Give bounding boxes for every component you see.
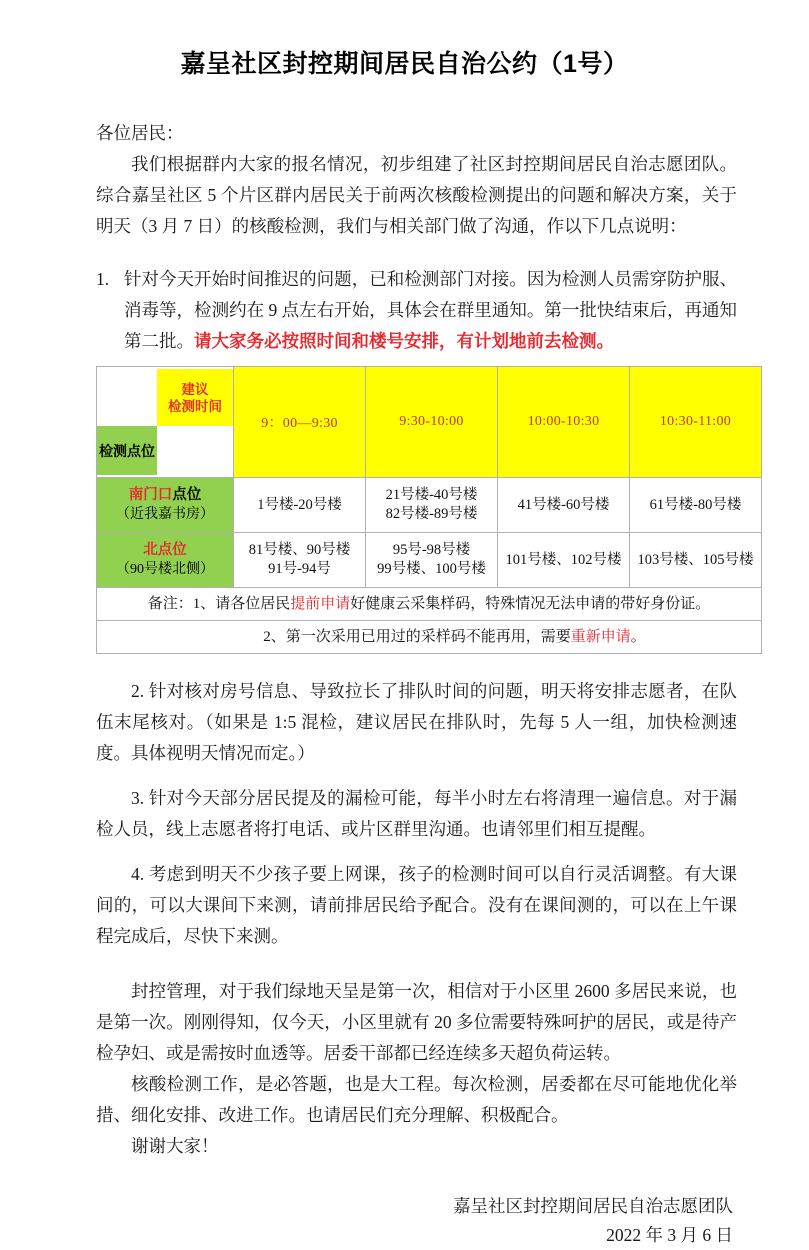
schedule-cell xyxy=(366,533,498,588)
schedule-cell xyxy=(630,478,762,533)
schedule-cell xyxy=(498,533,630,588)
building-range: 91号-94号 xyxy=(268,561,331,577)
building-range: 99号楼、100号楼 xyxy=(377,561,486,577)
schedule-cell xyxy=(234,478,366,533)
location-cell-north xyxy=(97,533,234,588)
building-range: 21号楼-40号楼 xyxy=(385,487,478,503)
note-2-emphasis: 重新申请 xyxy=(570,629,631,645)
note-cell-2 xyxy=(97,621,762,654)
paragraph-2: 2. 针对核对房号信息、导致拉长了排队时间的问题，明天将安排志愿者，在队伍末尾核对。（如果是 1:5 混检，建议居民在排队时，先每 5 人一组，加快检测速度。具体视明天情况而定。） xyxy=(96,681,737,763)
item-1-text xyxy=(124,264,737,357)
signature-block xyxy=(96,1192,737,1250)
time-slot-header-4: 10:30-11:00 xyxy=(630,367,762,478)
location-sub-label: （90号楼北侧） xyxy=(116,562,214,577)
schedule-cell xyxy=(630,533,762,588)
building-range: 81号楼、90号楼 xyxy=(248,542,351,558)
intro-paragraph: 我们根据群内大家的报名情况，初步组建了社区封控期间居民自治志愿团队。综合嘉呈社区 5 个片区群内居民关于前两次核酸检测提出的问题和解决方案，关于明天（3 月 7 日）的核酸检测，我们与相关部门做了沟通，作以下几点说明： xyxy=(96,154,737,236)
note-2-prefix: 2、第一次采用已用过的采样码不能再用，需要 xyxy=(263,629,571,645)
time-slot-header-2: 9:30-10:00 xyxy=(366,367,498,478)
note-1-emphasis: 提前申请 xyxy=(290,596,351,612)
time-header-line-2: 检测时间 xyxy=(168,398,222,414)
numbered-item-1 xyxy=(96,264,737,357)
paragraph-3: 3. 针对今天部分居民提及的漏检可能，每半小时左右将清理一遍信息。对于漏检人员，线上志愿者将打电话、或片区群里沟通。也请邻里们相互提醒。 xyxy=(96,788,737,839)
document-body xyxy=(0,118,809,1250)
schedule-cell xyxy=(234,533,366,588)
closing-thanks: 谢谢大家！ xyxy=(131,1136,219,1156)
table-corner-cell xyxy=(97,367,234,478)
schedule-cell xyxy=(366,478,498,533)
schedule-table-wrapper xyxy=(96,366,754,654)
salutation: 各位居民： xyxy=(96,123,184,143)
table-header-row xyxy=(97,367,762,478)
time-slot-header-3: 10:00-10:30 xyxy=(498,367,630,478)
page-title: 嘉呈社区封控期间居民自治公约（1号） xyxy=(180,50,629,78)
time-header-line-1: 建议 xyxy=(181,381,209,397)
signature-date: 2022 年 3 月 6 日 xyxy=(606,1225,733,1245)
item-1-emphasis-text: 请大家务必按照时间和楼号安排，有计划地前去检测。 xyxy=(194,331,614,351)
time-slot-header-1: 9：00—9:30 xyxy=(234,367,366,478)
table-row xyxy=(97,478,762,533)
time-column-header xyxy=(157,369,233,426)
corner-blank-bottom-right xyxy=(157,426,233,475)
building-range: 61号楼-80号楼 xyxy=(649,496,742,513)
corner-blank-top-left xyxy=(97,369,157,426)
building-range: 101号楼、102号楼 xyxy=(505,551,622,568)
closing-paragraph-1: 封控管理，对于我们绿地天呈是第一次，相信对于小区里 2600 多居民来说，也是第一次。刚刚得知，仅今天，小区里就有 20 多位需要特殊呵护的居民，或是待产检孕妇、或是需按时血透等。居委干部都已经连续多天超负荷运转。 xyxy=(96,981,737,1063)
location-column-header: 检测点位 xyxy=(97,426,157,475)
building-range: 41号楼-60号楼 xyxy=(517,496,610,513)
item-1-plain-text: 针对今天开始时间推迟的问题，已和检测部门对接。因为检测人员需穿防护服、消毒等，检测约在 9 点左右开始，具体会在群里通知。第一批快结束后，再通知第二批。 xyxy=(124,269,737,351)
building-range: 95号-98号楼 xyxy=(392,542,471,558)
signature-organization: 嘉呈社区封控期间居民自治志愿团队 xyxy=(453,1196,733,1216)
building-range: 82号楼-89号楼 xyxy=(385,506,478,522)
table-note-row xyxy=(97,621,762,654)
schedule-cell xyxy=(498,478,630,533)
building-range: 103号楼、105号楼 xyxy=(637,551,754,568)
note-2-suffix: 。 xyxy=(630,629,646,645)
location-name-highlight: 南门口 xyxy=(128,487,173,503)
table-row xyxy=(97,533,762,588)
note-1-prefix: 备注：1、请各位居民 xyxy=(147,596,291,612)
location-name-highlight: 北点位 xyxy=(143,542,187,558)
building-range: 1号楼-20号楼 xyxy=(257,496,342,513)
note-cell-1 xyxy=(97,588,762,621)
item-1-number: 1. xyxy=(96,269,110,289)
location-cell-south-gate xyxy=(97,478,234,533)
table-note-row xyxy=(97,588,762,621)
location-name-rest: 点位 xyxy=(172,487,202,503)
paragraph-4: 4. 考虑到明天不少孩子要上网课，孩子的检测时间可以自行灵活调整。有大课间的，可以大课间下来测，请前排居民给予配合。没有在课间测的，可以在上午课程完成后，尽快下来测。 xyxy=(96,864,737,946)
note-1-suffix: 好健康云采集样码，特殊情况无法申请的带好身份证。 xyxy=(350,596,711,612)
closing-paragraph-2: 核酸检测工作，是必答题，也是大工程。每次检测，居委都在尽可能地优化举措、细化安排、改进工作。也请居民们充分理解、积极配合。 xyxy=(96,1074,737,1125)
location-sub-label: （近我嘉书房） xyxy=(116,507,214,522)
testing-schedule-table xyxy=(96,366,762,654)
